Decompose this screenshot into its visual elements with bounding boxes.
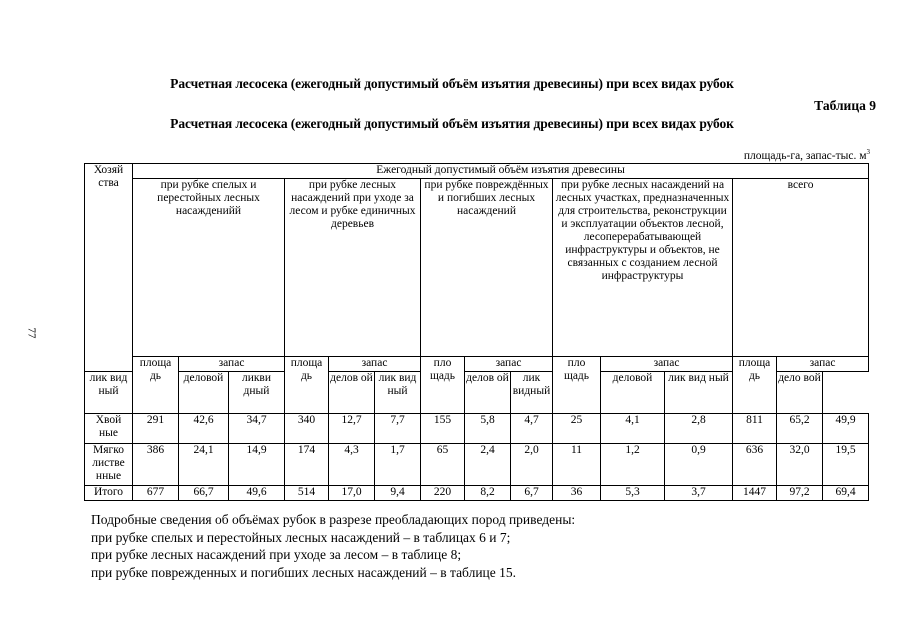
table-cell: 636 xyxy=(733,444,777,486)
table-cell: 340 xyxy=(285,414,329,444)
row-label: Мягко листве нные xyxy=(85,444,133,486)
table-cell: 1,2 xyxy=(601,444,665,486)
page-number: 77 xyxy=(25,327,38,339)
subcol-header: площа дь xyxy=(285,357,329,414)
table-row xyxy=(85,486,869,501)
subcol-header: площа дь xyxy=(733,357,777,414)
subcol-header: деловой xyxy=(601,372,665,414)
subcol-header: делов ой xyxy=(465,372,511,414)
category-header: всего xyxy=(733,179,869,357)
row-label: Хвой ные xyxy=(85,414,133,444)
row-label: Итого xyxy=(85,486,133,501)
subcol-header: лик видный xyxy=(511,372,553,414)
subcol-header: площа дь xyxy=(133,357,179,414)
corner-header: Хозяй ства xyxy=(85,164,133,372)
units-note: площадь-га, запас-тыс. $м^3$ xyxy=(743,148,870,162)
table-cell: 9,4 xyxy=(375,486,421,501)
table-number: Таблица 9 xyxy=(814,98,876,113)
table-cell: 12,7 xyxy=(329,414,375,444)
table-cell: 25 xyxy=(553,414,601,444)
table-cell: 8,2 xyxy=(465,486,511,501)
subcol-header: пло щадь xyxy=(421,357,465,414)
table-cell: 811 xyxy=(733,414,777,444)
table-cell: 386 xyxy=(133,444,179,486)
table-cell: 49,6 xyxy=(229,486,285,501)
subcol-header: дело вой xyxy=(777,372,823,414)
table-cell: 65 xyxy=(421,444,465,486)
note-line: при рубке поврежденных и погибших лесных насаждений – в таблице 15. xyxy=(91,564,517,580)
subcol-header: пло щадь xyxy=(553,357,601,414)
zapas-header: запас xyxy=(179,357,285,372)
zapas-header: запас xyxy=(329,357,421,372)
document-heading: Расчетная лесосека (ежегодный допустимый объём изъятия древесины) при всех видах рубок xyxy=(170,76,734,91)
subcol-header: лик вид ный xyxy=(665,372,733,414)
table-cell: 0,9 xyxy=(665,444,733,486)
table-cell: 24,1 xyxy=(179,444,229,486)
table-cell: 2,0 xyxy=(511,444,553,486)
zapas-header: запас xyxy=(601,357,733,372)
note-line: Подробные сведения об объёмах рубок в разрезе преобладающих пород приведены: xyxy=(91,512,576,527)
table-cell: 19,5 xyxy=(823,444,869,486)
zapas-header: запас xyxy=(777,357,869,372)
subcol-header: лик вид ный xyxy=(85,372,133,414)
table-cell: 220 xyxy=(421,486,465,501)
subcol-header: лик вид ный xyxy=(375,372,421,414)
subcol-header: ликви дный xyxy=(229,372,285,414)
table-cell: 36 xyxy=(553,486,601,501)
table-row xyxy=(85,444,869,486)
category-header: при рубке повреждённых и погибших лесных насаждений xyxy=(421,179,553,357)
category-header: при рубке лесных насаждений на лесных участках, предназначенных для строительства, реконструкции и эксплуатации объектов лесной, лесоперерабатывающей инфраструктуры и объектов, не связанных с созданием лесной инфраструктуры xyxy=(553,179,733,357)
table-cell: 1447 xyxy=(733,486,777,501)
table-row xyxy=(85,414,869,444)
table-cell: 97,2 xyxy=(777,486,823,501)
note-line: при рубке спелых и перестойных лесных насаждений – в таблицах 6 и 7; xyxy=(91,529,511,545)
table-cell: 7,7 xyxy=(375,414,421,444)
table-cell: 677 xyxy=(133,486,179,501)
zapas-header: запас xyxy=(465,357,553,372)
notes xyxy=(91,511,575,581)
note-line: при рубке лесных насаждений при уходе за лесом – в таблице 8; xyxy=(91,547,462,562)
table-cell: 49,9 xyxy=(823,414,869,444)
table-cell: 14,9 xyxy=(229,444,285,486)
table-cell: 2,4 xyxy=(465,444,511,486)
table-cell: 4,7 xyxy=(511,414,553,444)
table-cell: 3,7 xyxy=(665,486,733,501)
allowable-cut-table xyxy=(84,163,869,501)
table-cell: 69,4 xyxy=(823,486,869,501)
table-cell: 4,1 xyxy=(601,414,665,444)
group-header: Ежегодный допустимый объём изъятия древесины xyxy=(133,164,869,179)
table-cell: 42,6 xyxy=(179,414,229,444)
table-cell: 5,8 xyxy=(465,414,511,444)
table-cell: 514 xyxy=(285,486,329,501)
subcol-header: деловой xyxy=(179,372,229,414)
table-cell: 291 xyxy=(133,414,179,444)
category-header: при рубке спелых и перестойных лесных насажденийй xyxy=(133,179,285,357)
table-cell: 11 xyxy=(553,444,601,486)
table-title: Расчетная лесосека (ежегодный допустимый объём изъятия древесины) при всех видах рубок xyxy=(170,116,734,131)
table-cell: 17,0 xyxy=(329,486,375,501)
category-header: при рубке лесных насаждений при уходе за лесом и рубке единичных деревьев xyxy=(285,179,421,357)
table-cell: 34,7 xyxy=(229,414,285,444)
table-cell: 1,7 xyxy=(375,444,421,486)
table-cell: 6,7 xyxy=(511,486,553,501)
table-cell: 66,7 xyxy=(179,486,229,501)
table-cell: 4,3 xyxy=(329,444,375,486)
table-cell: 155 xyxy=(421,414,465,444)
table-cell: 2,8 xyxy=(665,414,733,444)
table-cell: 174 xyxy=(285,444,329,486)
table-cell: 5,3 xyxy=(601,486,665,501)
table-cell: 32,0 xyxy=(777,444,823,486)
table-cell: 65,2 xyxy=(777,414,823,444)
subcol-header: делов ой xyxy=(329,372,375,414)
